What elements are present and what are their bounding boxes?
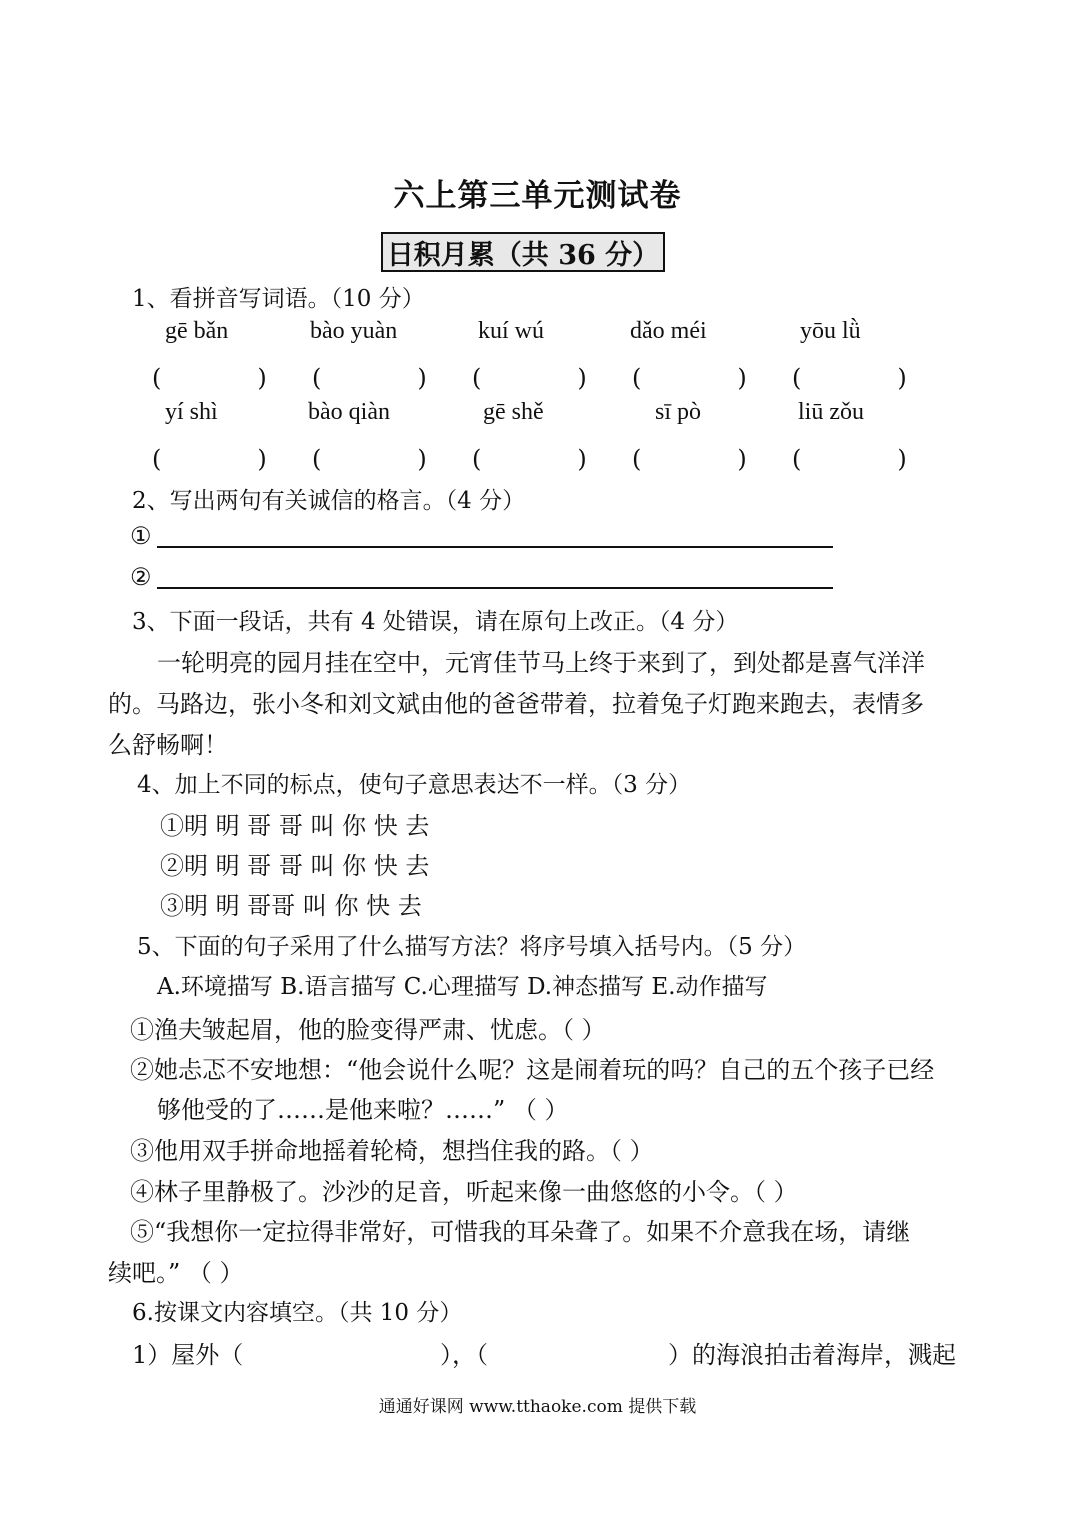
fill-text: 1）屋外（: [132, 1341, 244, 1369]
answer-line[interactable]: [157, 546, 833, 548]
footer: 通通好课网 www.tthaoke.com 提供下载: [378, 1397, 697, 1417]
pinyin: gē bǎn: [165, 318, 229, 344]
answer-paren[interactable]: ( ): [472, 445, 587, 473]
pinyin: yōu lǜ: [800, 318, 861, 344]
pinyin: yí shì: [165, 399, 218, 425]
answer-paren[interactable]: ( ): [152, 364, 267, 392]
answer-mark: ②: [130, 563, 152, 591]
pinyin: gē shě: [483, 399, 544, 425]
item: ②她忐忑不安地想：“他会说什么呢？这是闹着玩的吗？自己的五个孩子已经: [130, 1056, 935, 1084]
options: A.环境描写 B.语言描写 C.心理描写 D.神态描写 E.动作描写: [157, 974, 768, 1000]
item: 够他受的了……是他来啦？……” （ ）: [157, 1096, 569, 1124]
item: ①渔夫皱起眉，他的脸变得严肃、忧虑。（ ）: [130, 1016, 606, 1044]
answer-line[interactable]: [157, 587, 833, 589]
q1-heading: 1、看拼音写词语。（10 分）: [132, 286, 425, 312]
sentence: ①明 明 哥 哥 叫 你 快 去: [160, 812, 430, 840]
sentence: ②明 明 哥 哥 叫 你 快 去: [160, 852, 430, 880]
pinyin: bào qiàn: [308, 399, 390, 425]
pinyin: kuí wú: [478, 318, 544, 344]
q4-heading: 4、加上不同的标点，使句子意思表达不一样。（3 分）: [137, 772, 692, 798]
q6-heading: 6.按课文内容填空。（共 10 分）: [132, 1300, 463, 1326]
q5-heading: 5、下面的句子采用了什么描写方法？将序号填入括号内。（5 分）: [137, 934, 807, 960]
item: ④林子里静极了。沙沙的足音，听起来像一曲悠悠的小令。（ ）: [130, 1178, 798, 1206]
answer-paren[interactable]: ( ): [792, 364, 907, 392]
pinyin: bào yuàn: [310, 318, 398, 344]
item: 续吧。” （ ）: [108, 1259, 244, 1287]
paragraph-line: 么舒畅啊！: [108, 731, 228, 759]
pinyin: sī pò: [655, 399, 702, 425]
answer-paren[interactable]: ( ): [472, 364, 587, 392]
answer-mark: ①: [130, 522, 152, 550]
answer-paren[interactable]: ( ): [312, 364, 427, 392]
answer-paren[interactable]: ( ): [632, 445, 747, 473]
answer-paren[interactable]: ( ): [632, 364, 747, 392]
section-heading: 日积月累（共 36 分）: [381, 232, 665, 272]
pinyin: liū zǒu: [798, 399, 864, 425]
paragraph-line: 一轮明亮的园月挂在空中，元宵佳节马上终于来到了，到处都是喜气洋洋: [157, 649, 925, 677]
fill-text: ），（: [440, 1341, 488, 1369]
answer-paren[interactable]: ( ): [152, 445, 267, 473]
paragraph-line: 的。马路边，张小冬和刘文斌由他的爸爸带着，拉着兔子灯跑来跑去，表情多: [108, 690, 924, 718]
pinyin: dǎo méi: [630, 318, 707, 344]
q3-heading: 3、下面一段话，共有 4 处错误，请在原句上改正。（4 分）: [132, 609, 739, 635]
answer-paren[interactable]: ( ): [312, 445, 427, 473]
sentence: ③明 明 哥哥 叫 你 快 去: [160, 892, 422, 920]
item: ⑤“我想你一定拉得非常好，可惜我的耳朵聋了。如果不介意我在场，请继: [130, 1218, 911, 1246]
q2-heading: 2、写出两句有关诚信的格言。（4 分）: [132, 488, 526, 514]
item: ③他用双手拼命地摇着轮椅，想挡住我的路。（ ）: [130, 1137, 654, 1165]
page-title: 六上第三单元测试卷: [393, 178, 682, 214]
answer-paren[interactable]: ( ): [792, 445, 907, 473]
fill-text: ）的海浪拍击着海岸，溅起: [668, 1341, 956, 1369]
